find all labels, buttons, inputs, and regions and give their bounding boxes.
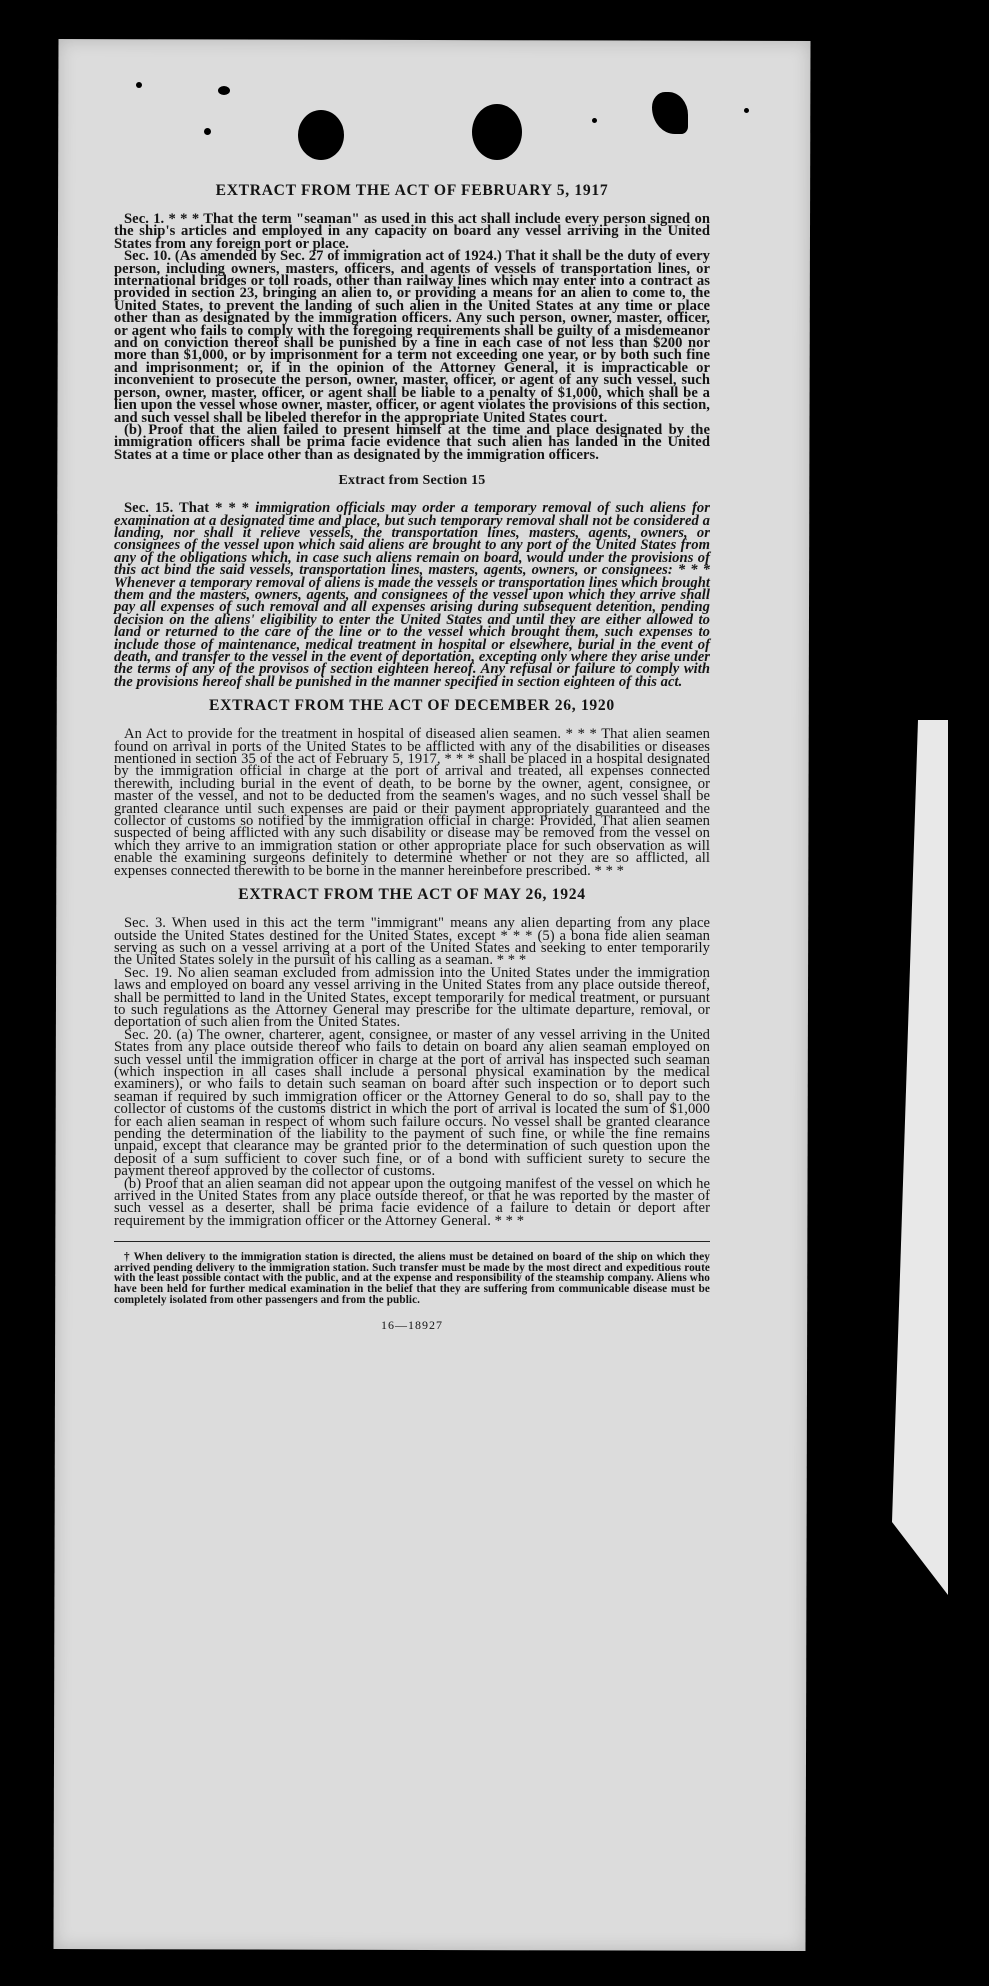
paragraph-sec-19: Sec. 19. No alien seaman excluded from admission into the United States under the immigration laws and employed on board any vessel arriving in the United States from any place outside thereof, shall be permitted to land in the United States, except temporarily for medical treatment, or pursuant to such regulations as the Attorney General may prescribe for the ultimate departure, removal, or deportation of such alien from the United States. [114,964,710,1031]
speck [592,118,597,123]
paragraph-sec-15 [114,502,710,688]
paragraph-sec-3: Sec. 3. When used in this act the term "immigrant" means any alien departing from any place outside the United States destined for the United States, except * * * (5) a bona fide alien seaman serving as such on a vessel arriving at a port of the United States and seeking to enter temporarily the United States solely in the pursuit of his calling as a seaman. * * * [114,915,710,969]
speck [136,82,142,88]
footnote-divider [114,1241,710,1242]
speck [204,128,211,135]
page-number: 16—18927 [381,1318,443,1333]
sec-15-body: immigration officials may order a temporary removal of such aliens for examination at a designated time and place, but such temporary removal shall not be considered a landing, nor shall it relieve vessels, the transportation lines, masters, agents, owners, or consignees of the vessel upon which said aliens are brought to any port of the United States from any of the obligations which, in case such aliens remain on board, would under the provisions of this act bind the said vessels, transportation lines, masters, agents, owners, or consignees: * * * Whenever a temporary removal of aliens is made the vessels or transportation lines which brought them and the masters, owners, agents, and consignees of the vessel upon which they arrive shall pay all expenses of such removal and all expenses arising during subsequent detention, pending decision on the aliens' eligibility to enter the United States and until they are either allowed to land or returned to the care of the line or to the vessel which brought them, such expenses to include those of maintenance, medical treatment in hospital or elsewhere, burial in the event of death, and transfer to the vessel in the event of deportation, excepting only where they arise under the terms of any of the provisos of section eighteen hereof. Any refusal or failure to comply with the provisions hereof shall be punished in the manner specified in section eighteen of this act. [114,500,710,690]
speck [218,86,230,95]
heading-act-1917: EXTRACT FROM THE ACT OF FEBRUARY 5, 1917 [215,182,609,199]
heading-act-1920: EXTRACT FROM THE ACT OF DECEMBER 26, 1920 [209,697,615,715]
paragraph-sec-10-b: (b) Proof that the alien failed to present himself at the time and place designated by the immigration officers shall be prima facie evidence that such alien has landed in the United States at a time or place other than as designated by the immigration officers. [114,421,710,463]
punch-hole-left [298,110,344,160]
sec-15-lead: Sec. 15. That * * * [124,500,250,517]
document-text [114,183,710,1332]
punch-hole-right [472,104,522,160]
paragraph-sec-10: Sec. 10. (As amended by Sec. 27 of immigration act of 1924.) That it shall be the duty of every person, including owners, masters, officers, and agents of vessels of transportation lines, or international bridges or toll roads, other than railway lines which may enter into a contract as provided in section 23, bringing an alien to, or providing a means for an alien to come to, the United States, to prevent the landing of such alien in the United States at any time or place other than as designated by the immigration officers. Any such person, owner, master, officer, or agent who fails to comply with the foregoing requirements shall be guilty of a misdemeanor and on conviction thereof shall be punished by a fine in each case of not less than $200 nor more than $1,000, or by imprisonment for a term not exceeding one year, or by both such fine and imprisonment; or, if in the opinion of the Attorney General, it is impracticable or inconvenient to prosecute the person, owner, master, officer, or agent of any such vessel, such person, owner, master, officer, or agent shall be liable to a penalty of $1,000, which shall be a lien upon the vessel whose owner, master, officer, or agent violates the provisions of this section, and such vessel shall be libeled therefor in the appropriate United States court. [114,248,710,426]
paragraph-sec-1: Sec. 1. * * * That the term "seaman" as used in this act shall include every person signed on the ship's articles and employed in any capacity on board any vessel arriving in the United States from any foreign port or place. [114,211,710,252]
footnote: † When delivery to the immigration station is directed, the aliens must be detained on board of the ship on which they arrived pending delivery to the immigration station. Such transfer must be made by the most direct and expeditious route with the least possible contact with the public, and at the expense and responsibility of the steamship company. Aliens who have been held for further medical examination in the belief that they are suffering from communicable disease must be completely isolated from other passengers and from the public. [114,1251,710,1306]
paragraph-act-1920: An Act to provide for the treatment in hospital of diseased alien seamen. * * * That alien seamen found on arrival in ports of the United States to be afflicted with any of the disabilities or diseases mentioned in section 35 of the act of February 5, 1917, * * * shall be placed in a hospital designated by the immigration official in charge at the port of arrival and treated, all expenses connected therewith, including burial in the event of death, to be borne by the owner, agent, consignee, or master of the vessel, and not to be deducted from the seamen's wages, and no such vessel shall be granted clearance until such expenses are paid or their payment appropriately guaranteed and the collector of customs so notified by the immigration official in charge: Provided, That alien seamen suspected of being afflicted with any such disability or disease may be removed from the vessel on which they arrive to an immigration station or other appropriate place for such observation as will enable the examining surgeons definitely to determine whether or not they are so afflicted, all expenses connected therewith to be borne in the manner hereinbefore prescribed. * * * [114,726,710,879]
subheading-section-15: Extract from Section 15 [338,473,486,489]
speck [744,108,749,113]
paragraph-sec-20-b: (b) Proof that an alien seaman did not appear upon the outgoing manifest of the vessel on which he arrived in the United States from any place outside thereof, or that he was reported by the master of such vessel as a deserter, shall be prima facie evidence of a failure to detain or deport after requirement by the immigration officer or the Attorney General. * * * [114,1175,710,1229]
heading-act-1924: EXTRACT FROM THE ACT OF MAY 26, 1924 [238,886,586,904]
paragraph-sec-20-a: Sec. 20. (a) The owner, charterer, agent, consignee, or master of any vessel arriving in the United States from any place outside thereof who fails to detain on board any alien seaman employed on such vessel until the immigration officer in charge at the port of arrival has inspected such seaman (which inspection in all cases shall include a personal physical examination by the medical examiners), or who fails to detain such seaman on board after such inspection or to deport such seaman if required by such immigration officer or the Attorney General to do so, shall pay to the collector of customs of the customs district in which the port of arrival is located the sum of $1,000 for each alien seaman in respect of whom such failure occurs. No vessel shall be granted clearance pending the determination of the liability to the payment of such fine, or while the fine remains unpaid, except that clearance may be granted prior to the determination of such question upon the deposit of a sum sufficient to cover such fine, or of a bond with sufficient surety to secure the payment thereof approved by the collector of customs. [114,1026,710,1180]
